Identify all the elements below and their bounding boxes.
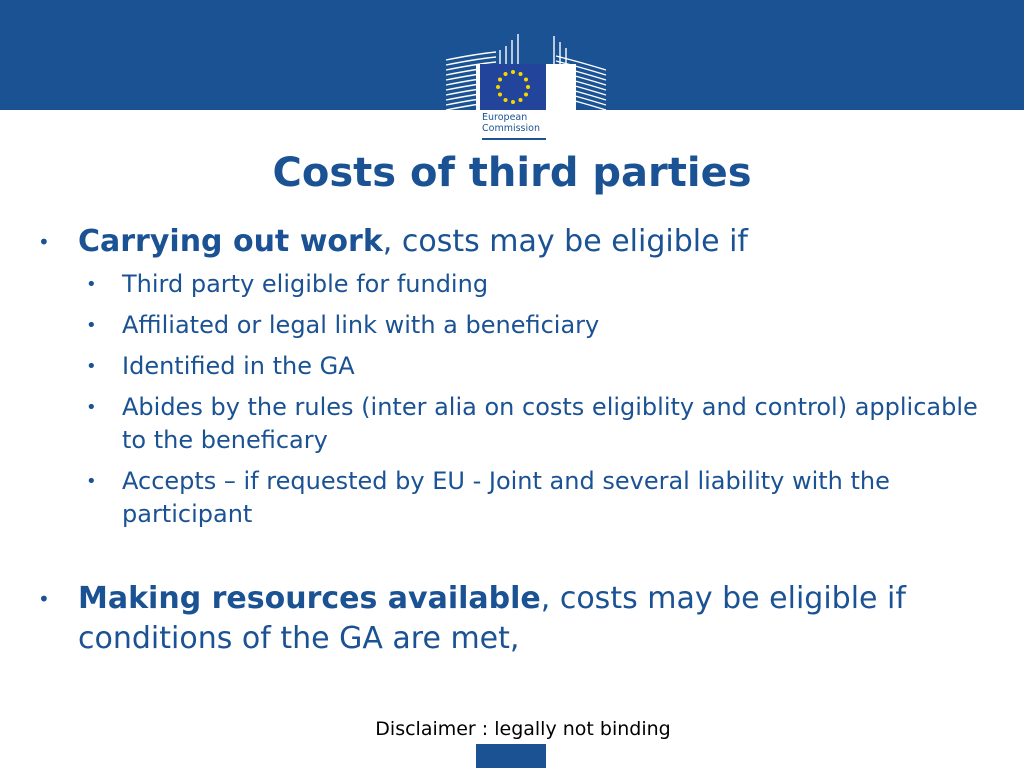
eu-flag-icon xyxy=(480,64,546,110)
footer-disclaimer: Disclaimer : legally not binding xyxy=(375,718,671,740)
bullet-icon: • xyxy=(86,397,97,418)
sub-bullet-text: Affiliated or legal link with a beneficiary xyxy=(122,311,600,339)
bullet-text: , costs may be eligible if xyxy=(382,224,748,259)
bullet-icon: • xyxy=(86,274,97,295)
bullet-carrying-out-work xyxy=(38,222,998,262)
sub-bullet-item xyxy=(38,309,998,342)
sub-bullet-item xyxy=(38,350,998,383)
bullet-bold-lead: Making resources available xyxy=(78,581,541,616)
sub-bullet-text: Third party eligible for funding xyxy=(122,270,489,298)
sub-bullet-text: Accepts – if requested by EU - Joint and several liability with the participant xyxy=(122,467,890,528)
bullet-icon: • xyxy=(86,356,97,377)
european-commission-logo xyxy=(440,30,612,144)
sub-bullet-item xyxy=(38,268,998,301)
sub-bullet-text: Identified in the GA xyxy=(122,352,355,380)
bullet-icon: • xyxy=(38,230,50,254)
bullet-icon: • xyxy=(86,471,97,492)
sub-bullet-item xyxy=(38,465,998,531)
bullet-making-resources-available xyxy=(38,579,998,659)
logo-line-european: European xyxy=(482,112,528,123)
spacer xyxy=(38,531,998,579)
sub-bullet-list xyxy=(38,268,998,531)
footer-flag-tab xyxy=(476,744,546,768)
sub-bullet-item xyxy=(38,391,998,457)
bullet-icon: • xyxy=(38,587,50,611)
logo-underline xyxy=(482,138,546,140)
slide-title: Costs of third parties xyxy=(272,150,752,196)
slide-body xyxy=(38,222,998,659)
bullet-text: , costs may be eligible if conditions of the GA are met, xyxy=(78,581,906,656)
bullet-icon: • xyxy=(86,315,97,336)
logo-line-commission: Commission xyxy=(482,123,540,134)
bullet-bold-lead: Carrying out work xyxy=(78,224,383,259)
sub-bullet-text: Abides by the rules (inter alia on costs eligiblity and control) applicable to the beneficary xyxy=(122,393,978,454)
logo-wordmark xyxy=(482,112,572,134)
